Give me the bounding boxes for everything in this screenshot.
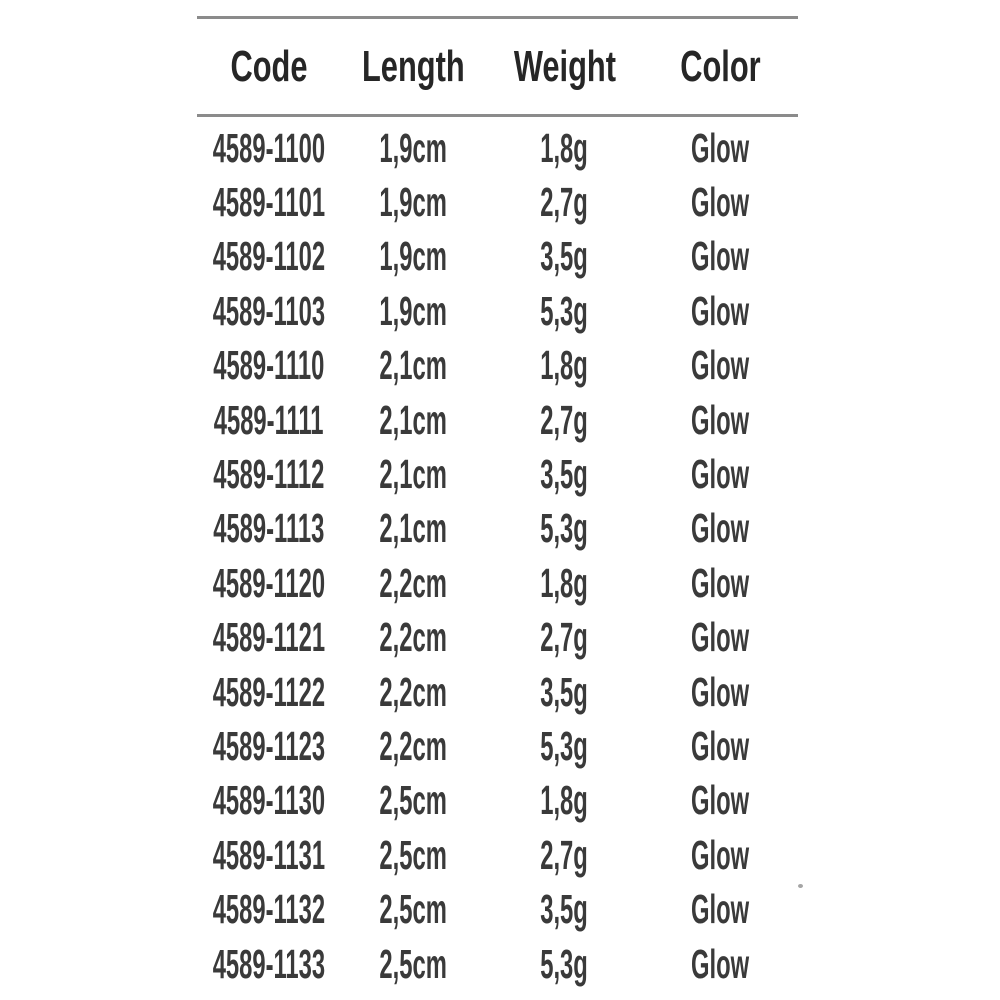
cell-value: 5,3g [540,722,589,769]
cell-value: 2,7g [540,179,589,226]
code-cell [197,882,340,936]
color-cell [642,230,798,284]
cell-value: 1,8g [540,124,589,171]
length-cell [340,556,487,610]
cell-value: 4589-1121 [212,614,325,661]
cell-value: 1,8g [540,777,589,824]
length-cell [340,284,487,338]
column-header-code [197,19,340,115]
cell-value: 1,8g [540,342,589,389]
code-cell [197,556,340,610]
table-row [197,121,798,175]
code-cell [197,447,340,501]
cell-value: 4589-1113 [212,505,325,552]
cell-value: 4589-1112 [212,451,325,498]
cell-value: 2,1cm [379,505,448,552]
weight-cell [487,719,642,773]
weight-cell [487,937,642,991]
table-body [197,121,798,991]
cell-value: 5,3g [540,287,589,334]
weight-cell [487,882,642,936]
length-cell [340,230,487,284]
code-cell [197,339,340,393]
length-cell [340,121,487,175]
color-cell [642,556,798,610]
length-cell [340,611,487,665]
code-cell [197,774,340,828]
cell-value: 4589-1130 [212,777,325,824]
code-cell [197,284,340,338]
cell-value: 4589-1102 [212,233,325,280]
cell-value: 2,5cm [379,777,448,824]
code-cell [197,121,340,175]
table-row [197,502,798,556]
color-cell [642,882,798,936]
code-cell [197,611,340,665]
cell-value: 2,2cm [379,559,448,606]
dust-speck [798,884,803,888]
table-row [197,937,798,991]
cell-value: 5,3g [540,505,589,552]
weight-cell [487,393,642,447]
cell-value: 4589-1100 [212,124,325,171]
cell-value: 3,5g [540,233,589,280]
cell-value: 2,7g [540,614,589,661]
cell-value: 2,2cm [379,668,448,715]
table-row [197,393,798,447]
weight-cell [487,284,642,338]
color-cell [642,774,798,828]
color-cell [642,284,798,338]
color-cell [642,611,798,665]
cell-value: 3,5g [540,886,589,933]
column-header-color-label: Color [679,42,761,91]
cell-value: 1,9cm [379,233,448,280]
color-cell [642,175,798,229]
cell-value: 5,3g [540,940,589,987]
weight-cell [487,774,642,828]
color-cell [642,937,798,991]
code-cell [197,665,340,719]
table-row [197,556,798,610]
cell-value: 4589-1132 [212,886,325,933]
cell-value: Glow [690,722,750,769]
weight-cell [487,556,642,610]
weight-cell [487,828,642,882]
cell-value: Glow [690,342,750,389]
cell-value: 3,5g [540,451,589,498]
cell-value: Glow [690,505,750,552]
cell-value: 2,2cm [379,614,448,661]
length-cell [340,882,487,936]
table-row [197,882,798,936]
table-header-row [197,19,798,115]
cell-value: 1,9cm [379,287,448,334]
length-cell [340,828,487,882]
cell-value: Glow [690,124,750,171]
color-cell [642,121,798,175]
column-header-weight-label: Weight [513,42,616,91]
cell-value: 2,1cm [379,451,448,498]
color-cell [642,447,798,501]
length-cell [340,665,487,719]
table-row [197,175,798,229]
length-cell [340,339,487,393]
table-row [197,447,798,501]
cell-value: 4589-1103 [212,287,325,334]
color-cell [642,719,798,773]
cell-value: 4589-1133 [212,940,325,987]
cell-value: Glow [690,940,750,987]
length-cell [340,937,487,991]
column-header-length-label: Length [362,42,465,91]
weight-cell [487,121,642,175]
cell-value: 1,8g [540,559,589,606]
color-cell [642,665,798,719]
length-cell [340,447,487,501]
cell-value: 2,5cm [379,940,448,987]
table-row [197,230,798,284]
color-cell [642,339,798,393]
cell-value: 4589-1101 [212,179,325,226]
cell-value: Glow [690,233,750,280]
weight-cell [487,502,642,556]
cell-value: 2,5cm [379,886,448,933]
table-row [197,665,798,719]
code-cell [197,230,340,284]
cell-value: Glow [690,559,750,606]
cell-value: Glow [690,179,750,226]
code-cell [197,393,340,447]
column-header-color [642,19,798,115]
cell-value: 1,9cm [379,179,448,226]
cell-value: 4589-1120 [212,559,325,606]
cell-value: 2,7g [540,396,589,443]
table-row [197,828,798,882]
cell-value: Glow [690,451,750,498]
cell-value: Glow [690,287,750,334]
table-row [197,339,798,393]
cell-value: 4589-1131 [212,831,325,878]
length-cell [340,774,487,828]
table-row [197,284,798,338]
length-cell [340,502,487,556]
cell-value: 4589-1123 [212,722,325,769]
cell-value: 3,5g [540,668,589,715]
color-cell [642,393,798,447]
table-row [197,719,798,773]
weight-cell [487,175,642,229]
cell-value: 1,9cm [379,124,448,171]
column-header-length [340,19,487,115]
weight-cell [487,447,642,501]
weight-cell [487,230,642,284]
header-divider-rule [197,114,798,117]
cell-value: 4589-1122 [212,668,325,715]
cell-value: 2,7g [540,831,589,878]
cell-value: Glow [690,886,750,933]
cell-value: Glow [690,614,750,661]
code-cell [197,828,340,882]
length-cell [340,719,487,773]
column-header-weight [487,19,642,115]
code-cell [197,719,340,773]
cell-value: Glow [690,668,750,715]
code-cell [197,175,340,229]
cell-value: Glow [690,831,750,878]
cell-value: 2,1cm [379,396,448,443]
length-cell [340,393,487,447]
code-cell [197,502,340,556]
table-row [197,611,798,665]
weight-cell [487,339,642,393]
color-cell [642,828,798,882]
weight-cell [487,665,642,719]
cell-value: 4589-1111 [213,396,324,443]
cell-value: Glow [690,777,750,824]
length-cell [340,175,487,229]
cell-value: 2,5cm [379,831,448,878]
column-header-code-label: Code [230,42,307,91]
code-cell [197,937,340,991]
table-row [197,774,798,828]
cell-value: 2,1cm [379,342,448,389]
cell-value: 2,2cm [379,722,448,769]
weight-cell [487,611,642,665]
cell-value: Glow [690,396,750,443]
color-cell [642,502,798,556]
cell-value: 4589-1110 [212,342,325,389]
